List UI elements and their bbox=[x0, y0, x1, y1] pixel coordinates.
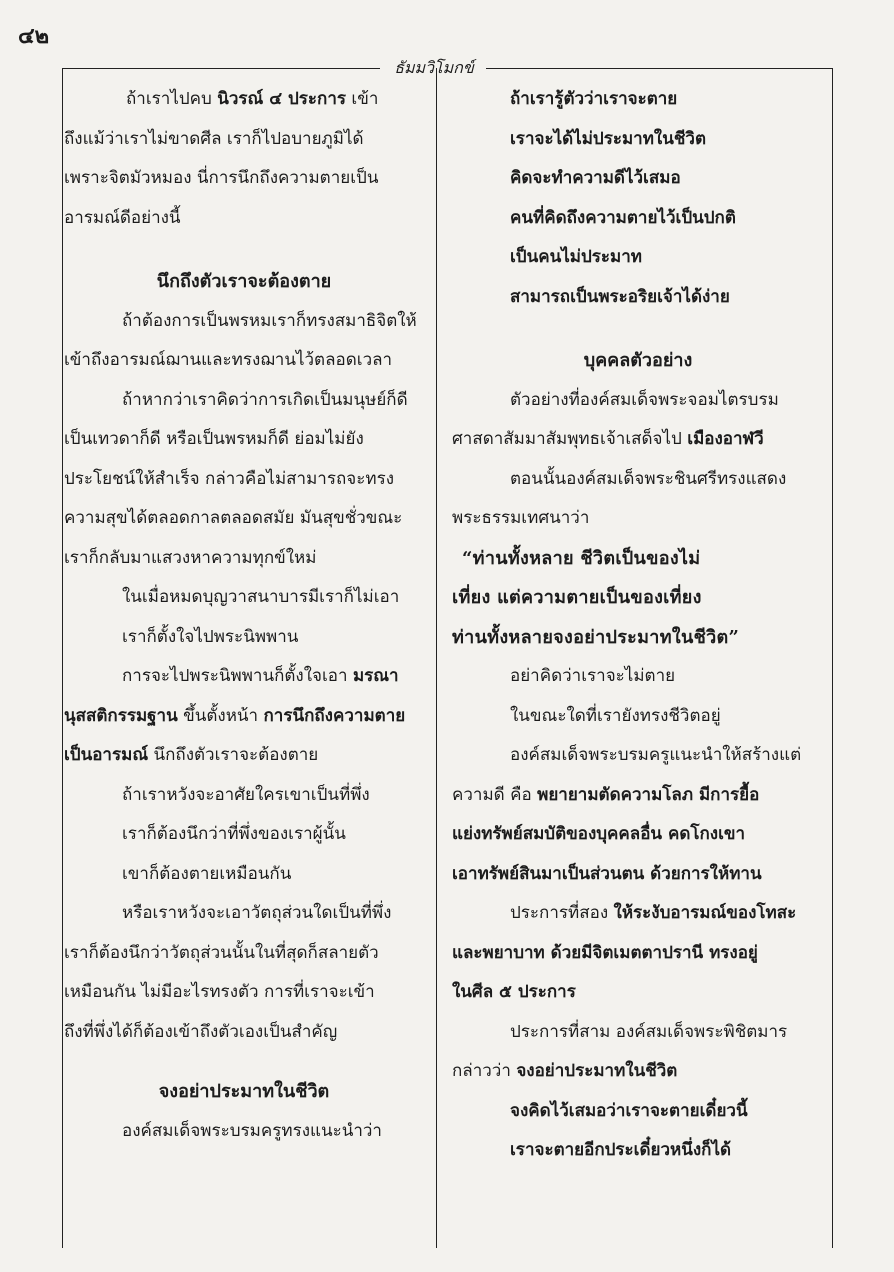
running-title: ธัมมวิโมกข์ bbox=[394, 58, 474, 77]
text-line bbox=[64, 657, 424, 697]
text-run: เข้า bbox=[346, 89, 379, 109]
text-line: หรือเราหวังจะเอาวัตถุส่วนใดเป็นที่พึ่ง bbox=[122, 903, 392, 923]
text-line: ถึงที่พึ่งได้ก็ต้องเข้าถึงตัวเองเป็นสำคัญ bbox=[64, 1021, 338, 1042]
text-line: ถึงแม้ว่าเราไม่ขาดศีล เราก็ไปอบายภูมิได้ bbox=[64, 128, 364, 149]
text-run: ศาสดาสัมมาสัมพุทธเจ้าเสด็จไป bbox=[452, 429, 688, 449]
section-heading: นึกถึงตัวเราจะต้องตาย bbox=[156, 271, 332, 292]
text-line: เราก็ต้องนึกว่าวัตถุส่วนนั้นในที่สุดก็สลายตัว bbox=[64, 942, 379, 963]
text-line: ความสุขได้ตลอดกาลตลอดสมัย มันสุขชั่วขณะ bbox=[64, 508, 403, 528]
page-number: ๔๒ bbox=[18, 23, 50, 49]
text-line: ถ้าหากว่าเราคิดว่าการเกิดเป็นมนุษย์ก็ดี bbox=[122, 389, 408, 410]
verse-line: ถ้าเรารู้ตัวว่าเราจะตาย bbox=[510, 89, 678, 109]
text-line bbox=[64, 697, 424, 737]
bold-text: ด้วยการให้ทาน bbox=[644, 863, 762, 884]
text-run: ถ้าเราไปคบ bbox=[126, 89, 218, 109]
quote-line: ท่านทั้งหลายจงอย่าประมาทในชีวิต” bbox=[452, 626, 740, 648]
paragraph-gap bbox=[452, 317, 824, 341]
text-run: ขึ้นตั้งหน้า bbox=[177, 705, 264, 726]
text-line: เพราะจิตมัวหมอง นี่การนึกถึงความตายเป็น bbox=[64, 168, 379, 188]
text-run: กล่าวว่า bbox=[452, 1061, 517, 1081]
bold-text: นิวรณ์ ๔ ประการ bbox=[217, 89, 347, 109]
column-divider bbox=[436, 68, 437, 1248]
text-line: ถ้าเราหวังจะอาศัยใครเขาเป็นที่พึ่ง bbox=[122, 784, 370, 805]
text-line: อารมณ์ดีอย่างนี้ bbox=[64, 207, 181, 228]
text-line bbox=[452, 1052, 824, 1092]
text-run: ประการที่สอง bbox=[510, 903, 614, 923]
text-line: ในเมื่อหมดบุญวาสนาบารมีเราก็ไม่เอา bbox=[122, 587, 400, 607]
bold-text: เมืองอาฬวี bbox=[687, 429, 764, 449]
text-line bbox=[452, 894, 824, 934]
text-line: แย่งทรัพย์สมบัติของบุคคลอื่น คดโกงเขา bbox=[452, 824, 746, 844]
text-line: ในขณะใดที่เรายังทรงชีวิตอยู่ bbox=[510, 705, 721, 726]
bold-text: การนึกถึงความตาย bbox=[263, 705, 406, 726]
text-line: เหมือนกัน ไม่มีอะไรทรงตัว การที่เราจะเข้า bbox=[64, 982, 375, 1002]
verse-line: เป็นคนไม่ประมาท bbox=[510, 247, 642, 267]
paragraph-gap bbox=[64, 1052, 424, 1072]
text-line: จงคิดไว้เสมอว่าเราจะตายเดี๋ยวนี้ bbox=[510, 1100, 748, 1121]
text-line: ถ้าต้องการเป็นพรหมเราก็ทรงสมาธิจิตให้ bbox=[122, 310, 417, 331]
text-line bbox=[452, 420, 824, 460]
text-line bbox=[452, 776, 824, 816]
text-line: เขาก็ต้องตายเหมือนกัน bbox=[122, 863, 292, 884]
verse-line: เราจะได้ไม่ประมาทในชีวิต bbox=[510, 128, 706, 149]
section-heading: จงอย่าประมาทในชีวิต bbox=[158, 1081, 330, 1102]
text-line: เราจะตายอีกประเดี๋ยวหนึ่งก็ได้ bbox=[510, 1140, 732, 1160]
text-line: เป็นเทวดาก็ดี หรือเป็นพรหมก็ดี ย่อมไม่ยัง bbox=[64, 429, 364, 449]
verse-line: คิดจะทำความดีไว้เสมอ bbox=[510, 168, 681, 188]
quote-line: “ท่านทั้งหลาย ชีวิตเป็นของไม่ bbox=[462, 547, 701, 569]
text-run: ความดี คือ bbox=[452, 784, 538, 805]
bold-text: จงอย่าประมาทในชีวิต bbox=[516, 1061, 678, 1081]
bold-text: ให้ระงับอารมณ์ของโทสะ bbox=[613, 903, 797, 923]
text-line bbox=[452, 855, 824, 895]
bold-text: พยายามตัดความโลภ มีการยื้อ bbox=[537, 784, 760, 805]
section-heading: บุคคลตัวอย่าง bbox=[583, 350, 693, 371]
verse-line: สามารถเป็นพระอริยเจ้าได้ง่าย bbox=[510, 286, 730, 307]
text-line: และพยาบาท ด้วยมีจิตเมตตาปรานี ทรงอยู่ bbox=[452, 942, 758, 963]
quote-line: เที่ยง แต่ความตายเป็นของเที่ยง bbox=[452, 587, 702, 608]
bold-text: มรณา bbox=[352, 666, 399, 686]
text-run: การจะไปพระนิพพานก็ตั้งใจเอา bbox=[122, 666, 353, 686]
text-line: องค์สมเด็จพระบรมครูทรงแนะนำว่า bbox=[122, 1120, 382, 1141]
left-column bbox=[64, 80, 424, 1151]
header-rule-left bbox=[62, 68, 380, 69]
text-line: ตัวอย่างที่องค์สมเด็จพระจอมไตรบรม bbox=[510, 389, 779, 410]
running-header bbox=[0, 56, 894, 80]
text-line bbox=[64, 80, 424, 120]
text-line: องค์สมเด็จพระบรมครูแนะนำให้สร้างแต่ bbox=[510, 745, 802, 765]
bold-text: เป็นอารมณ์ bbox=[64, 745, 149, 765]
text-line: เราก็ต้องนึกว่าที่พึ่งของเราผู้นั้น bbox=[122, 824, 346, 844]
verse-line: คนที่คิดถึงความตายไว้เป็นปกติ bbox=[510, 207, 736, 228]
bold-text: นุสสติกรรมฐาน bbox=[64, 705, 178, 726]
text-line: พระธรรมเทศนาว่า bbox=[452, 508, 590, 528]
right-column bbox=[452, 80, 824, 1171]
text-line: อย่าคิดว่าเราจะไม่ตาย bbox=[510, 666, 676, 686]
text-line: เราก็กลับมาแสวงหาความทุกข์ใหม่ bbox=[64, 547, 317, 568]
right-border-line bbox=[832, 68, 833, 1248]
header-rule-right bbox=[486, 68, 832, 69]
text-line: เข้าถึงอารมณ์ฌานและทรงฌานไว้ตลอดเวลา bbox=[64, 350, 393, 370]
text-line: ตอนนั้นองค์สมเด็จพระชินศรีทรงแสดง bbox=[510, 468, 787, 489]
left-border-line bbox=[62, 68, 63, 1248]
paragraph-gap bbox=[64, 238, 424, 262]
text-line: ประการที่สาม องค์สมเด็จพระพิชิตมาร bbox=[510, 1021, 788, 1042]
bold-text: เอาทรัพย์สินมาเป็นส่วนตน bbox=[452, 863, 645, 884]
text-line bbox=[64, 736, 424, 776]
text-line: ในศีล ๕ ประการ bbox=[452, 982, 576, 1002]
text-line: ประโยชน์ให้สำเร็จ กล่าวคือไม่สามารถจะทรง bbox=[64, 468, 395, 489]
text-run: นึกถึงตัวเราจะต้องตาย bbox=[148, 745, 319, 765]
text-line: เราก็ตั้งใจไปพระนิพพาน bbox=[122, 626, 299, 647]
